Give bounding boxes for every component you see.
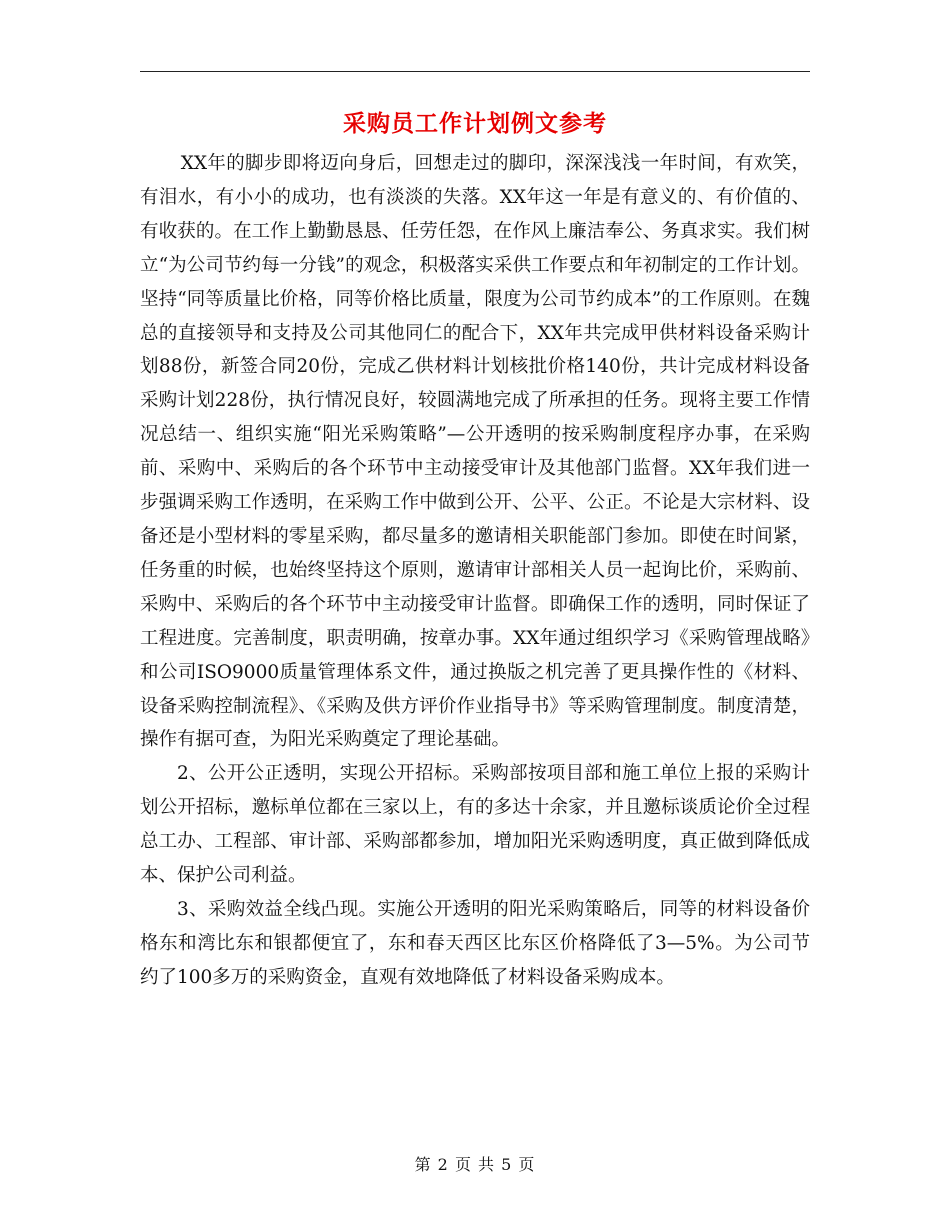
- paragraph-2: 2、公开公正透明，实现公开招标。采购部按项目部和施工单位上报的采购计划公开招标，邀标单位都在三家以上，有的多达十余家，并且邀标谈质论价全过程总工办、工程部、审计部、采购部都参加，增加阳光采购透明度，真正做到降低成本、保护公司利益。: [140, 763, 810, 887]
- document-body: [140, 147, 810, 995]
- header-rule: [140, 71, 810, 72]
- document-title: 采购员工作计划例文参考: [343, 110, 607, 137]
- paragraph-3: 3、采购效益全线凸现。实施公开透明的阳光采购策略后，同等的材料设备价格东和湾比东和银都便宜了，东和春天西区比东区价格降低了3—5%。为公司节约了100多万的采购资金，直观有效地降低了材料设备采购成本。: [140, 898, 810, 988]
- paragraph-1: XX年的脚步即将迈向身后，回想走过的脚印，深深浅浅一年时间，有欢笑，有泪水，有小小的成功，也有淡淡的失落。XX年这一年是有意义的、有价值的、有收获的。在工作上勤勤恳恳、任劳任怨，在作风上廉洁奉公、务真求实。我们树立“为公司节约每一分钱”的观念，积极落实采供工作要点和年初制定的工作计划。坚持“同等质量比价格，同等价格比质量，限度为公司节约成本”的工作原则。在魏总的直接领导和支持及公司其他同仁的配合下，XX年共完成甲供材料设备采购计划88份，新签合同20份，完成乙供材料计划核批价格140份，共计完成材料设备采购计划228份，执行情况良好，较圆满地完成了所承担的任务。现将主要工作情况总结一、组织实施“阳光采购策略”—公开透明的按采购制度程序办事，在采购前、采购中、采购后的各个环节中主动接受审计及其他部门监督。XX年我们进一步强调采购工作透明，在采购工作中做到公开、公平、公正。不论是大宗材料、设备还是小型材料的零星采购，都尽量多的邀请相关职能部门参加。即使在时间紧，任务重的时候，也始终坚持这个原则，邀请审计部相关人员一起询比价，采购前、采购中、采购后的各个环节中主动接受审计监督。即确保工作的透明，同时保证了工程进度。完善制度，职责明确，按章办事。XX年通过组织学习《采购管理战略》和公司ISO9000质量管理体系文件，通过换版之机完善了更具操作性的《材料、设备采购控制流程》、《采购及供方评价作业指导书》等采购管理制度。制度清楚，操作有据可查，为阳光采购奠定了理论基础。: [140, 153, 810, 751]
- page-number: 第 2 页 共 5 页: [414, 1155, 536, 1174]
